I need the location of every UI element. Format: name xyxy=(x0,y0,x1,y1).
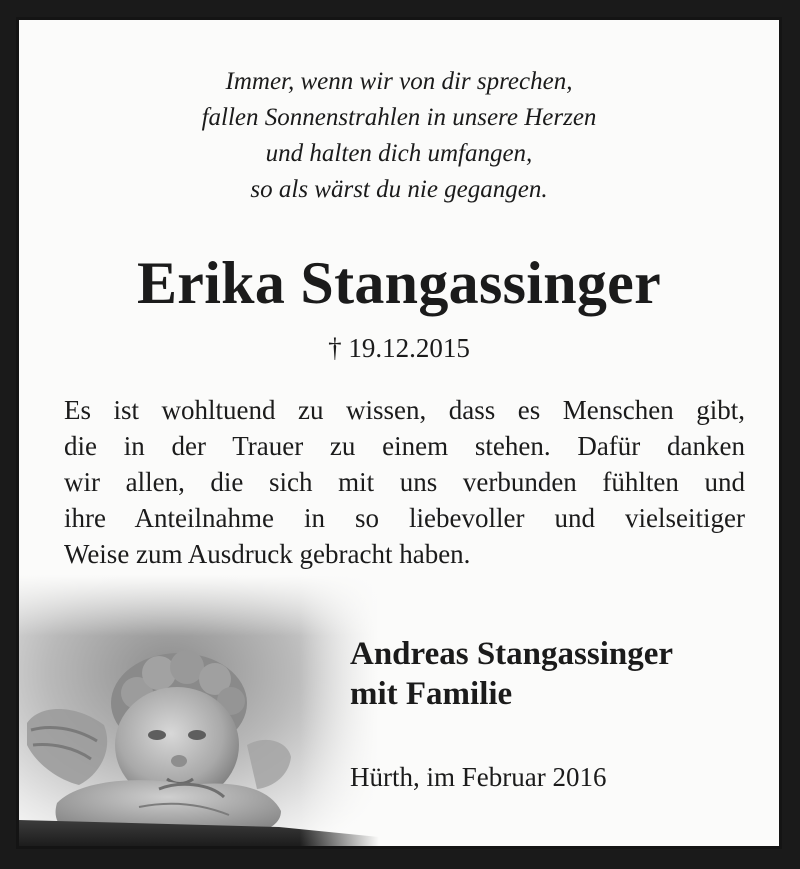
thanks-line: Weise zum Ausdruck gebracht haben. xyxy=(64,539,471,569)
death-date: † 19.12.2015 xyxy=(328,333,470,363)
obituary-card xyxy=(16,17,782,849)
signer-block xyxy=(350,634,673,714)
signer-name: Andreas Stangassinger xyxy=(350,636,674,672)
thanks-line: die in der Trauer zu einem stehen. Dafür danken xyxy=(64,431,745,461)
poem-line: Immer, wenn wir von dir sprechen, xyxy=(225,68,573,95)
signer-family: mit Familie xyxy=(350,676,513,712)
angel-photo xyxy=(19,575,379,849)
thanks-line: wir allen, die sich mit uns verbunden fühlten und xyxy=(64,467,745,497)
thanks-paragraph xyxy=(64,392,745,572)
poem-line: fallen Sonnenstrahlen in unsere Herzen xyxy=(201,104,597,131)
poem-line: und halten dich umfangen, xyxy=(265,140,533,167)
thanks-line: Es ist wohltuend zu wissen, dass es Menschen gibt, xyxy=(64,395,745,425)
deceased-name: Erika Stangassinger xyxy=(136,250,662,316)
poem xyxy=(19,64,779,208)
place-date: Hürth, im Februar 2016 xyxy=(350,762,607,792)
thanks-line: ihre Anteilnahme in so liebevoller und vielseitiger xyxy=(64,503,745,533)
poem-line: so als wärst du nie gegangen. xyxy=(250,176,548,203)
